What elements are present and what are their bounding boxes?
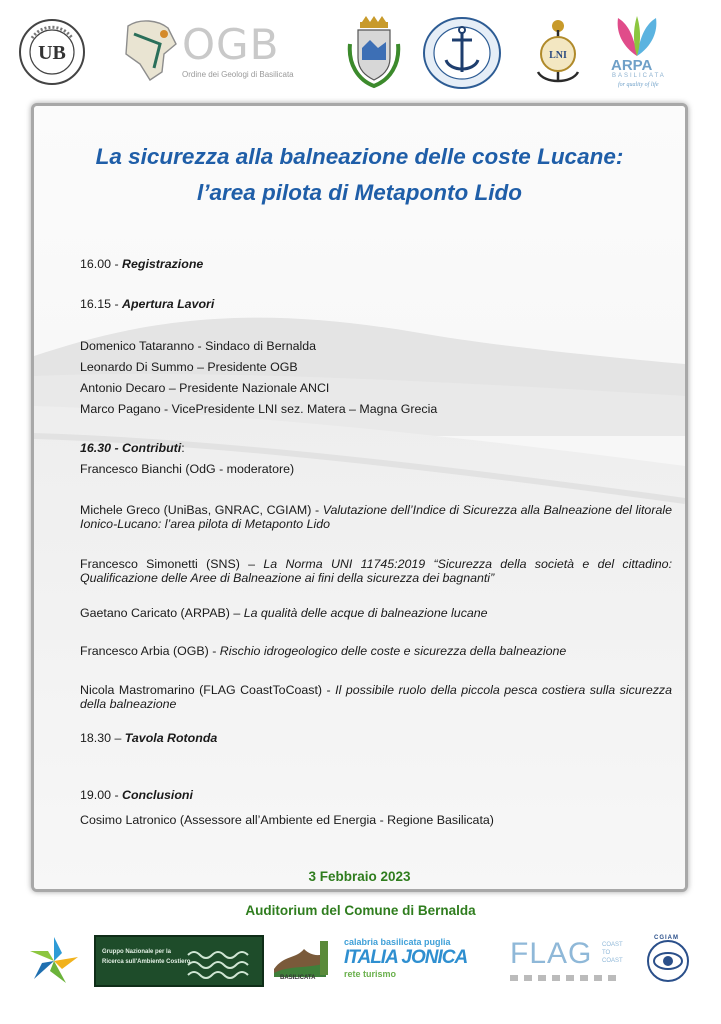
sigea-text: BASILICATA <box>280 975 316 981</box>
svg-text:UB: UB <box>38 42 66 64</box>
greeting-item: Domenico Tataranno - Sindaco di Bernalda <box>80 339 317 353</box>
talk-speaker: Francesco Arbia (OGB) - <box>80 644 220 658</box>
greeting-item: Leonardo Di Summo – Presidente OGB <box>80 360 298 374</box>
cgiam-text: CGIAM <box>654 935 679 941</box>
svg-text:LNI: LNI <box>549 50 567 61</box>
arpa-logo-icon <box>612 14 662 58</box>
talk-title: Valutazione dell’Indice di Sicurezza alla Balneazione del litorale Ionico-Lucano: l’area pilota di Metaponto Lido <box>80 503 672 531</box>
gnrac-text-line1: Gruppo Nazionale per la <box>102 949 172 955</box>
gnrac-text-line2: Ricerca sull'Ambiente Costiero <box>102 959 191 965</box>
flag-text: FLAG <box>510 937 593 970</box>
university-seal-icon <box>18 18 86 86</box>
beach-background-image <box>34 106 685 889</box>
gnrac-logo-icon <box>94 935 264 987</box>
talk-speaker: Nicola Mastromarino (FLAG CoastToCoast) - <box>80 683 336 697</box>
talk-item <box>80 557 672 585</box>
flag-coast-logo-icon <box>508 935 632 987</box>
round-table-time: 18.30 – <box>80 731 125 745</box>
talk-title: La qualità delle acque di balneazione lucane <box>243 606 488 620</box>
opening-item <box>80 297 214 312</box>
italia-jonica-main: ITALIA JONICA <box>344 947 468 968</box>
conclusions-time: 19.00 - <box>80 788 123 802</box>
navy-league-emblem-icon <box>532 16 584 90</box>
event-title-line2: l’area pilota di Metaponto Lido <box>196 180 522 205</box>
municipal-crest-icon <box>344 14 404 92</box>
registration-label: Registrazione <box>122 257 204 271</box>
bottom-logo-strip <box>0 925 721 1024</box>
sigea-basilicata-logo-icon <box>270 935 330 985</box>
round-table-label: Tavola Rotonda <box>124 731 218 745</box>
ogb-logo-subtext: Ordine dei Geologi di Basilicata <box>182 70 294 79</box>
contributions-heading-text: 16.30 - Contributi <box>80 441 182 455</box>
top-logo-strip <box>0 0 721 100</box>
moderator-item: Francesco Bianchi (OdG - moderatore) <box>80 462 295 476</box>
talk-item <box>80 683 672 711</box>
ogb-logo-icon <box>120 14 180 86</box>
program-panel <box>31 103 688 892</box>
talk-item <box>80 644 566 659</box>
arpa-logo-tagline: for quality of life <box>618 82 659 88</box>
flag-sponsor-strip <box>510 975 622 981</box>
italia-jonica-sub: rete turismo <box>344 969 397 979</box>
talk-title: La Norma UNI 11745:2019 “Sicurezza della società e del cittadino: Qualificazione delle Aree di Balneazione ai fini della sicurezza dei bagnanti” <box>80 557 673 585</box>
talk-speaker: Gaetano Caricato (ARPAB) – <box>80 606 244 620</box>
conclusions-label: Conclusioni <box>122 788 193 802</box>
opening-label: Apertura Lavori <box>122 297 215 311</box>
talk-speaker: Francesco Simonetti (SNS) – <box>80 557 264 571</box>
ogb-logo-text: OGB <box>182 20 280 69</box>
anchor-emblem-icon <box>422 16 502 90</box>
talk-item <box>80 503 672 531</box>
arpa-logo-text: ARPA <box>611 57 653 74</box>
closing-speaker: Cosimo Latronico (Assessore all’Ambiente ed Energia - Regione Basilicata) <box>80 813 494 827</box>
contributions-heading: 16.30 - Contributi: <box>80 441 185 455</box>
talk-speaker: Michele Greco (UniBas, GNRAC, CGIAM) - <box>80 503 323 517</box>
registration-time: 16.00 - <box>80 257 123 271</box>
opening-time: 16.15 - <box>80 297 123 311</box>
italia-jonica-top: calabria basilicata puglia <box>344 937 451 947</box>
conclusions-item <box>80 788 193 803</box>
arpa-logo-subtext: BASILICATA <box>612 73 666 79</box>
greeting-item: Marco Pagano - VicePresidente LNI sez. Matera – Magna Grecia <box>80 402 438 416</box>
cgiam-logo-icon <box>644 935 692 985</box>
talk-title: Il possibile ruolo della piccola pesca costiera sulla sicurezza della balneazione <box>80 683 672 711</box>
event-title-line1: La sicurezza alla balneazione delle coste Lucane: <box>95 144 624 169</box>
greeting-item: Antonio Decaro – Presidente Nazionale ANCI <box>80 381 330 395</box>
star-windmill-icon <box>28 935 80 987</box>
registration-item <box>80 257 203 272</box>
event-venue: Auditorium del Comune di Bernalda <box>245 903 476 918</box>
event-date: 3 Febbraio 2023 <box>308 869 411 884</box>
talk-item <box>80 606 488 621</box>
flag-side-text: COAST TO COAST <box>602 942 623 964</box>
talk-title: Rischio idrogeologico delle coste e sicurezza della balneazione <box>219 644 567 658</box>
round-table-item <box>80 731 217 746</box>
italia-jonica-logo-icon <box>340 937 500 983</box>
